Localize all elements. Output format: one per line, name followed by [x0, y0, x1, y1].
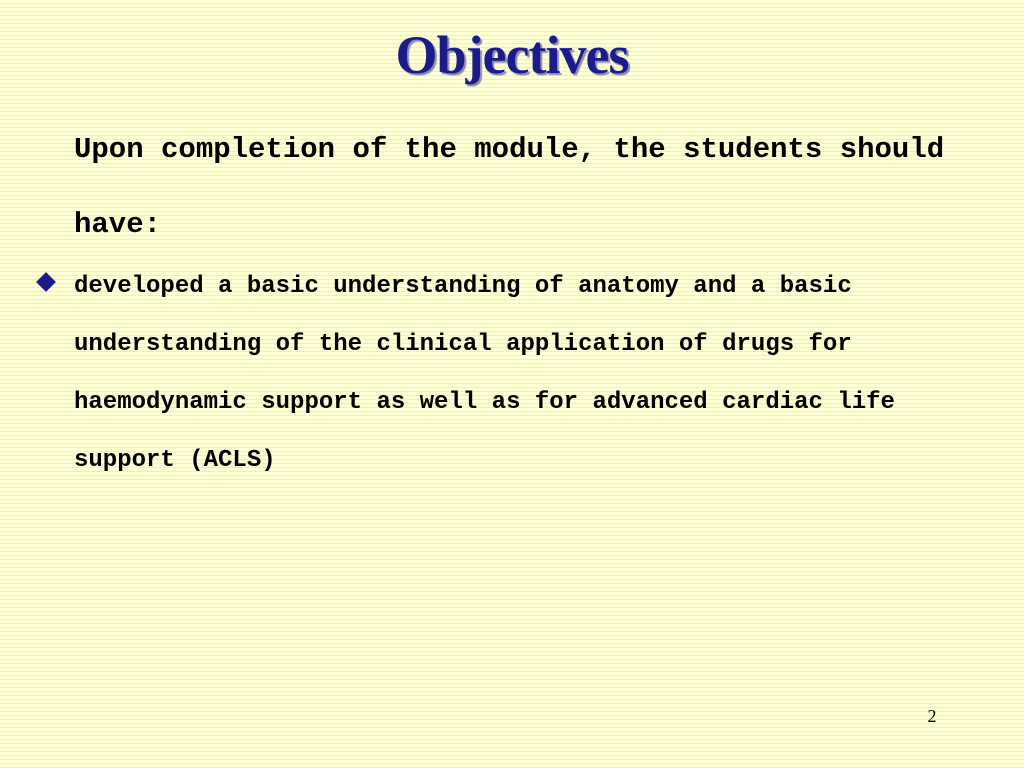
intro-text: Upon completion of the module, the students should have: — [74, 133, 945, 241]
bullet-list — [0, 258, 1024, 490]
list-item — [0, 258, 1024, 490]
bullet-text: developed a basic understanding of anatomy and a basic understanding of the clinical application of drugs for haemodynamic support as well as for advanced cardiac life support (ACLS) — [74, 273, 895, 474]
slide-title: Objectives — [395, 25, 629, 85]
page-number: 2 — [927, 706, 937, 726]
diamond-bullet-icon — [36, 272, 56, 292]
